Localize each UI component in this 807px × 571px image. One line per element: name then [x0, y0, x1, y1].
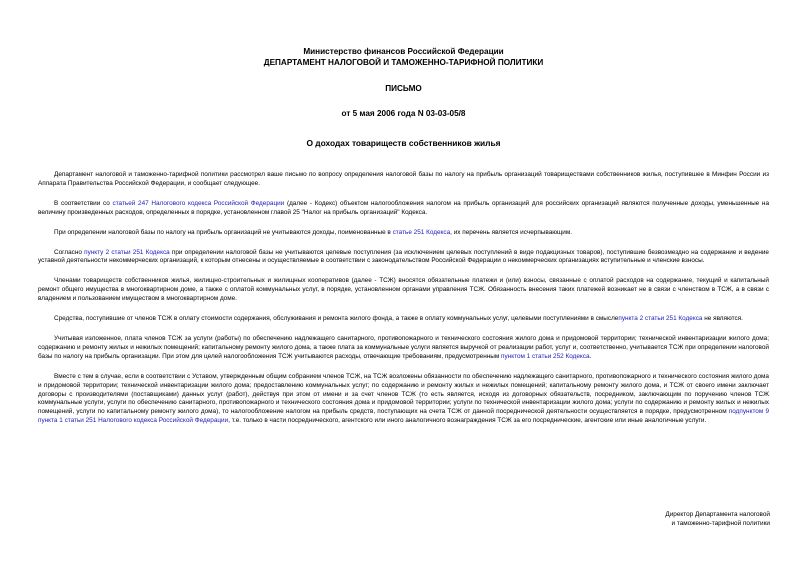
link-article-247[interactable]: статьей 247 Налогового кодекса Российской Федерации [112, 199, 285, 207]
letter-page [38, 46, 769, 437]
paragraph-text: Учитывая изложенное, плата членов ТСЖ за услуги (работы) по обеспечению надлежащего санитарного, противопожарного и технического состояния жилого дома и придомовой территории; технической инвентаризации жилого дома; содержанию и ремонту жилых и нежилых помещений; капитальному ремонту жилого дома, а также плата за коммунальные услуги является выручкой от реализации работ, услуг и, соответственно, учитывается ТСЖ при определении налоговой базы по налогу на прибыль организации. При этом для целей налогообложения ТСЖ учитываются расходы, отвечающие требованиям, предусмотренным [38, 334, 769, 360]
document-type: ПИСЬМО [385, 84, 422, 93]
link-article-252-item-1[interactable]: пунктом 1 статьи 252 Кодекса [501, 352, 590, 360]
paragraph-text: В соответствии со [54, 199, 113, 207]
paragraph-text: , т.е. только в части посреднического, агентского или иного аналогичного вознаграждения ТСЖ за его посреднические, агентские или иные аналогичные услуги. [228, 417, 707, 425]
paragraph-2 [38, 200, 769, 218]
letter-body [38, 171, 769, 426]
paragraph-6 [38, 315, 769, 324]
paragraph-text: Согласно [54, 248, 85, 256]
ministry-name: Министерство финансов Российской Федерации [303, 47, 504, 56]
paragraph-text: При определении налоговой базы по налогу на прибыль организаций не учитываются доходы, поименованные в [54, 228, 393, 236]
department-name: ДЕПАРТАМЕНТ НАЛОГОВОЙ И ТАМОЖЕННО-ТАРИФНОЙ ПОЛИТИКИ [263, 58, 544, 67]
paragraph-3 [38, 229, 769, 238]
paragraph-text: , их перечень является исчерпывающим. [450, 228, 573, 236]
link-article-251-item-2b[interactable]: пункта 2 статьи 251 Кодекса [618, 315, 703, 323]
paragraph-text: . [589, 352, 592, 360]
paragraph-text: Вместе с тем в случае, если в соответствии с Уставом, утвержденным общим собранием членов ТСЖ, на ТСЖ возложены обязанности по обеспечению надлежащего санитарного, противопожарного и технического состояния жилого дома и придомовой территории; технической инвентаризации жилого дома; предоставлению коммунальных услуг; по содержанию и ремонту жилых и нежилых помещений; капитальному ремонту жилого дома, и ТСЖ от своего имени заключает договоры с производителями (поставщиками) данных услуг (работ), действуя при этом от имени и за счет членов ТСЖ (то есть является, исходя из договорных обязательств, посредником, заключающим по поручению членов ТСЖ коммунальные услуги, услуги по обеспечению санитарного, противопожарного и технического состояния дома и придомовой территории; услуги по технической инвентаризации жилого дома; услуги по содержанию и ремонту жилых и нежилых помещений, услуги по капитальному ремонту жилого дома), то налогообложение налогом на прибыль средств, поступающих на счета ТСЖ от данной посреднической деятельности осуществляется в порядке, предусмотренном [38, 372, 769, 416]
link-article-251-item-2[interactable]: пункту 2 статьи 251 Кодекса [84, 248, 170, 256]
document-date-number: от 5 мая 2006 года N 03-03-05/8 [341, 109, 466, 118]
paragraph-text: не являются. [702, 315, 743, 323]
document-subject: О доходах товариществ собственников жилья [306, 138, 501, 148]
paragraph-8 [38, 373, 769, 426]
signature-block [620, 510, 770, 528]
paragraph-text: Средства, поступившие от членов ТСЖ в оплату стоимости содержания, обслуживания и ремонта жилого фонда, а также в оплату коммунальных услуг, целевыми поступлениями в смысле [54, 315, 619, 323]
paragraph-4 [38, 249, 769, 267]
paragraph-5: Членами товариществ собственников жилья, жилищно-строительных и жилищных кооперативов (далее - ТСЖ) вносятся обязательные платежи и (или) взносы, связанные с оплатой расходов на содержание, текущий и капитальный ремонт общего имущества в многоквартирном доме, а также с оплатой коммунальных услуг, в порядке, установленном органами управления ТСЖ. Обязанность внесения таких платежей возникает не в связи с членством в ТСЖ, а в связи с владением и пользованием имуществом в многоквартирном доме. [38, 277, 769, 303]
signature-line-2: и таможенно-тарифной политики [671, 520, 770, 527]
link-article-251-subitem-9[interactable]: подпунктом 9 пункта 1 статьи 251 Налогового кодекса Российской Федерации [38, 408, 769, 425]
signature-line-1: Директор Департамента налоговой [665, 511, 770, 518]
paragraph-1: Департамент налоговой и таможенно-тарифной политики рассмотрел ваше письмо по вопросу определения налоговой базы по налогу на прибыль организаций товариществами собственников жилья, поступившее в Минфин России из Аппарата Правительства Российской Федерации, и сообщает следующее. [38, 171, 769, 187]
paragraph-text: (далее - Кодекс) объектом налогообложения налогом на прибыль организаций для российских организаций являются полученные доходы, уменьшенные на величину произведенных расходов, определенных в порядке, установленном главой 25 "Налог на прибыль организаций" Кодекса. [38, 199, 769, 216]
link-article-251[interactable]: статье 251 Кодекса [392, 228, 451, 236]
paragraph-7 [38, 335, 769, 362]
paragraph-text: при определении налоговой базы не учитываются целевые поступления (за исключением целевых поступлений в виде подакцизных товаров), поступившие безвозмездно на содержание и ведение уставной деятельности некоммерческих организаций, к которым отнесены и осуществляемые в соответствии с законодательством Российской Федерации о некоммерческих организациях вступительные и членские взносы. [38, 248, 769, 265]
